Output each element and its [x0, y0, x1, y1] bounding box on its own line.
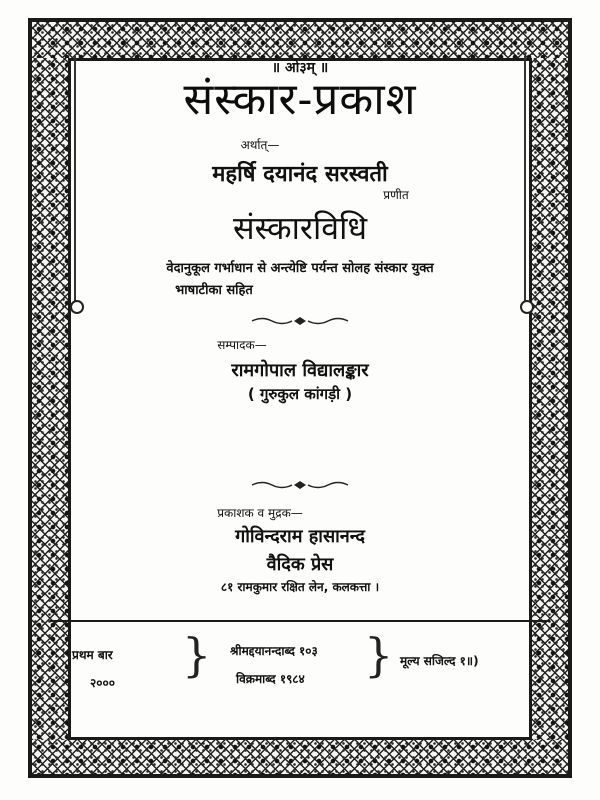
footer-rule: [50, 620, 550, 622]
page-content: [68, 58, 532, 718]
book-subtitle: संस्कारविधि: [232, 209, 368, 247]
copies-count: २०००: [90, 676, 115, 690]
om-invocation: ॥ ओ३म् ॥: [271, 60, 329, 76]
border-bottom-band: [32, 737, 568, 774]
publisher-name: गोविन्दराम हासानन्द: [235, 526, 365, 547]
price-label: मूल्य सजिल्द १॥): [400, 654, 479, 668]
editor-affiliation: ( गुरुकुल कांगड़ी ): [247, 385, 353, 403]
editor-label: सम्पादक—: [217, 338, 267, 352]
divider-ornament: [250, 480, 350, 490]
border-top-band: [32, 22, 568, 61]
description-line-2: भाषाटीका सहित: [175, 283, 253, 298]
footer-info: [50, 628, 550, 694]
divider-ornament: [250, 316, 350, 326]
edition-label: प्रथम बार: [72, 648, 113, 662]
dayanand-era-year: श्रीमद्दयानन्दाब्द १०३: [230, 644, 318, 658]
book-title: संस्कार-प्रकाश: [183, 74, 417, 125]
editor-name: रामगोपाल विद्यालङ्कार: [231, 360, 369, 381]
author-name: महर्षि दयानंद सरस्वती: [212, 162, 388, 187]
description-line-1: वेदानुकूल गर्भाधान से अन्त्येष्टि पर्यन्त सोलह संस्कार युक्त: [166, 261, 434, 276]
vikram-era-year: विक्रमाब्द १९८४: [236, 672, 305, 686]
praneet-label: प्रणीत: [383, 188, 409, 202]
publisher-address: ८१ रामकुमार रक्षित लेन, कलकत्ता ।: [220, 580, 380, 594]
publisher-label: प्रकाशक व मुद्रक—: [217, 506, 303, 520]
right-brace: }: [364, 628, 394, 682]
arthat-label: अर्थात्—: [240, 138, 280, 152]
left-brace: }: [182, 628, 212, 682]
press-name: वैदिक प्रेस: [266, 554, 334, 575]
